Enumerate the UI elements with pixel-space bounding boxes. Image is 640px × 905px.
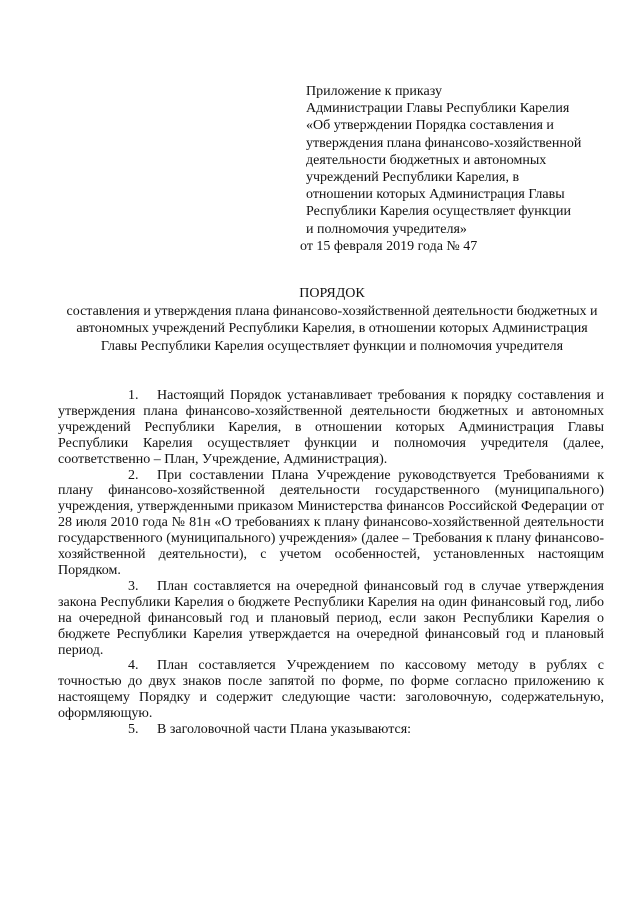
document-heading: ПОРЯДОК: [299, 286, 365, 301]
appendix-line: учреждений Республики Карелия, в: [306, 170, 520, 186]
paragraph-text: План составляется Учреждением по кассовому методу в рублях с точностью до двух знаков после запятой по форме, по форме согласно приложению к настоящему Порядку и содержит следующие части: заголовочную, содержательную, оформляющую.: [58, 658, 604, 722]
appendix-line: утверждения плана финансово-хозяйственной: [306, 135, 582, 151]
appendix-date: от 15 февраля 2019 года № 47: [300, 238, 478, 254]
appendix-line: «Об утверждении Порядка составления и: [306, 118, 554, 134]
document-subtitle: составления и утверждения плана финансово-хозяйственной деятельности бюджетных и автономных учреждений Республики Карелия, в отношении которых Администрация Главы Республики Карелия осуществляет функции и полномочия учредителя: [66, 303, 598, 354]
document-title-block: [58, 285, 606, 355]
document-body: [58, 388, 604, 738]
paragraph-number: 2.: [128, 467, 139, 483]
paragraph: [58, 722, 604, 738]
paragraph-text: Настоящий Порядок устанавливает требования к порядку составления и утверждения плана финансово-хозяйственной деятельности бюджетных и автономных учреждений Республики Карелия, в отношении которых Администрация Главы Республики Карелия осуществляет функции и полномочия учредителя (далее, соответственно – План, Учреждение, Администрация).: [58, 388, 604, 467]
appendix-line: Республики Карелия осуществляет функции: [306, 204, 571, 220]
appendix-line: и полномочия учредителя»: [306, 221, 467, 237]
paragraph: [58, 388, 604, 468]
paragraph-number: 5.: [128, 722, 139, 738]
paragraph-text: При составлении Плана Учреждение руководствуется Требованиями к плану финансово-хозяйственной деятельности государственного (муниципального) учреждения, утвержденными приказом Министерства финансов Российской Федерации от 28 июля 2010 года № 81н «О требованиях к плану финансово-хозяйственной деятельности государственного (муниципального) учреждения» (далее – Требования к плану финансово-хозяйственной деятельности), с учетом особенностей, установленных настоящим Порядком.: [58, 467, 604, 578]
paragraph-number: 4.: [128, 658, 139, 674]
appendix-line: деятельности бюджетных и автономных: [306, 152, 547, 168]
appendix-line: Приложение к приказу: [306, 84, 442, 99]
paragraph-text: В заголовочной части Плана указываются:: [157, 722, 412, 738]
paragraph: [58, 468, 604, 579]
appendix-line: Администрации Главы Республики Карелия: [306, 101, 570, 117]
appendix-line: отношении которых Администрация Главы: [306, 187, 565, 203]
paragraph: [58, 579, 604, 659]
paragraph: [58, 658, 604, 722]
paragraph-number: 1.: [128, 388, 139, 403]
appendix-header: [300, 83, 606, 255]
paragraph-number: 3.: [128, 578, 139, 594]
paragraph-text: План составляется на очередной финансовый год в случае утверждения закона Республики Карелия о бюджете Республики Карелия на один финансовый год, либо на очередной финансовый год и плановый период, если закон Республики Карелия о бюджете Республики Карелия утверждается на очередной финансовый год и плановый период.: [58, 578, 604, 658]
